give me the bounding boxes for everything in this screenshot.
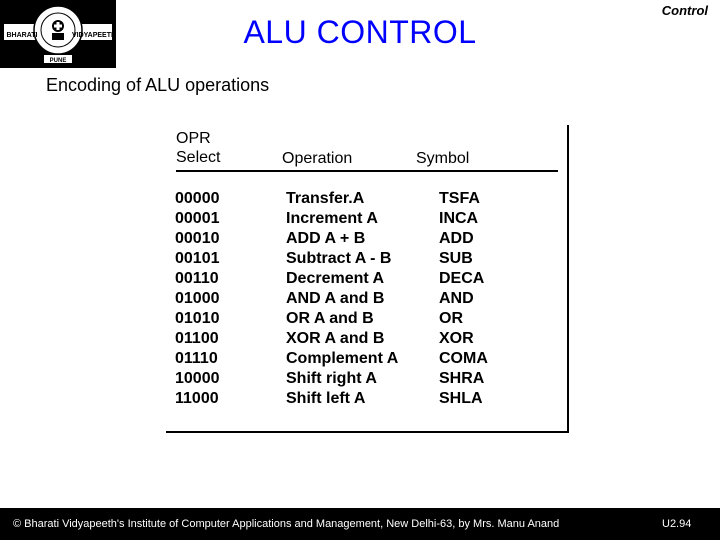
symbol-cell: DECA [439,270,485,287]
code-cell: 00000 [175,190,220,207]
logo-left-text: BHARATI [6,32,38,39]
footer-copyright: © Bharati Vidyapeeth's Institute of Computer Applications and Management, New Delhi-63, by Mrs. Manu Anand [13,518,560,530]
header-opr-line2: Select [176,149,221,166]
symbol-cell: SHRA [439,370,485,387]
page-subtitle: Encoding of ALU operations [46,75,270,95]
symbol-cell: OR [439,310,463,327]
code-cell: 00001 [175,210,220,227]
code-cell: 00101 [175,250,220,267]
code-cell: 01100 [175,330,219,347]
operation-cell: Increment A [286,210,378,227]
symbol-cell: ADD [439,230,474,247]
operation-cell: Subtract A - B [286,250,392,267]
symbol-cell: AND [439,290,474,307]
operation-cell: Shift left A [286,390,366,407]
header-underline [176,170,558,172]
operation-cell: Shift right A [286,370,377,387]
code-cell: 00010 [175,230,220,247]
code-column [175,189,220,409]
symbol-cell: INCA [439,210,479,227]
symbol-column [439,189,488,409]
symbol-cell: SHLA [439,390,483,407]
symbol-cell: TSFA [439,190,480,207]
header-opr-line1: OPR [176,130,211,147]
operation-cell: Transfer.A [286,190,365,207]
operation-column [286,189,398,409]
section-label: Control [661,3,708,18]
page-title: ALU CONTROL [243,14,477,50]
slide-number: U2.94 [662,518,692,530]
header-operation: Operation [282,150,353,167]
header-opr-select [176,129,220,167]
code-cell: 11000 [175,390,219,407]
header-symbol: Symbol [416,150,470,167]
code-cell: 01010 [175,310,220,327]
code-cell: 00110 [175,270,219,287]
logo-bottom-text: PUNE [49,58,67,64]
operation-cell: AND A and B [286,290,385,307]
symbol-cell: COMA [439,350,488,367]
code-cell: 10000 [175,370,220,387]
operation-cell: ADD A + B [286,230,366,247]
operation-cell: Complement A [286,350,399,367]
logo-right-text: VIDYAPEETH [71,32,116,39]
operation-cell: OR A and B [286,310,374,327]
operation-cell: XOR A and B [286,330,385,347]
code-cell: 01000 [175,290,220,307]
code-cell: 01110 [175,350,218,367]
symbol-cell: XOR [439,330,474,347]
symbol-cell: SUB [439,250,473,267]
operation-cell: Decrement A [286,270,385,287]
footer-bar [0,508,720,540]
